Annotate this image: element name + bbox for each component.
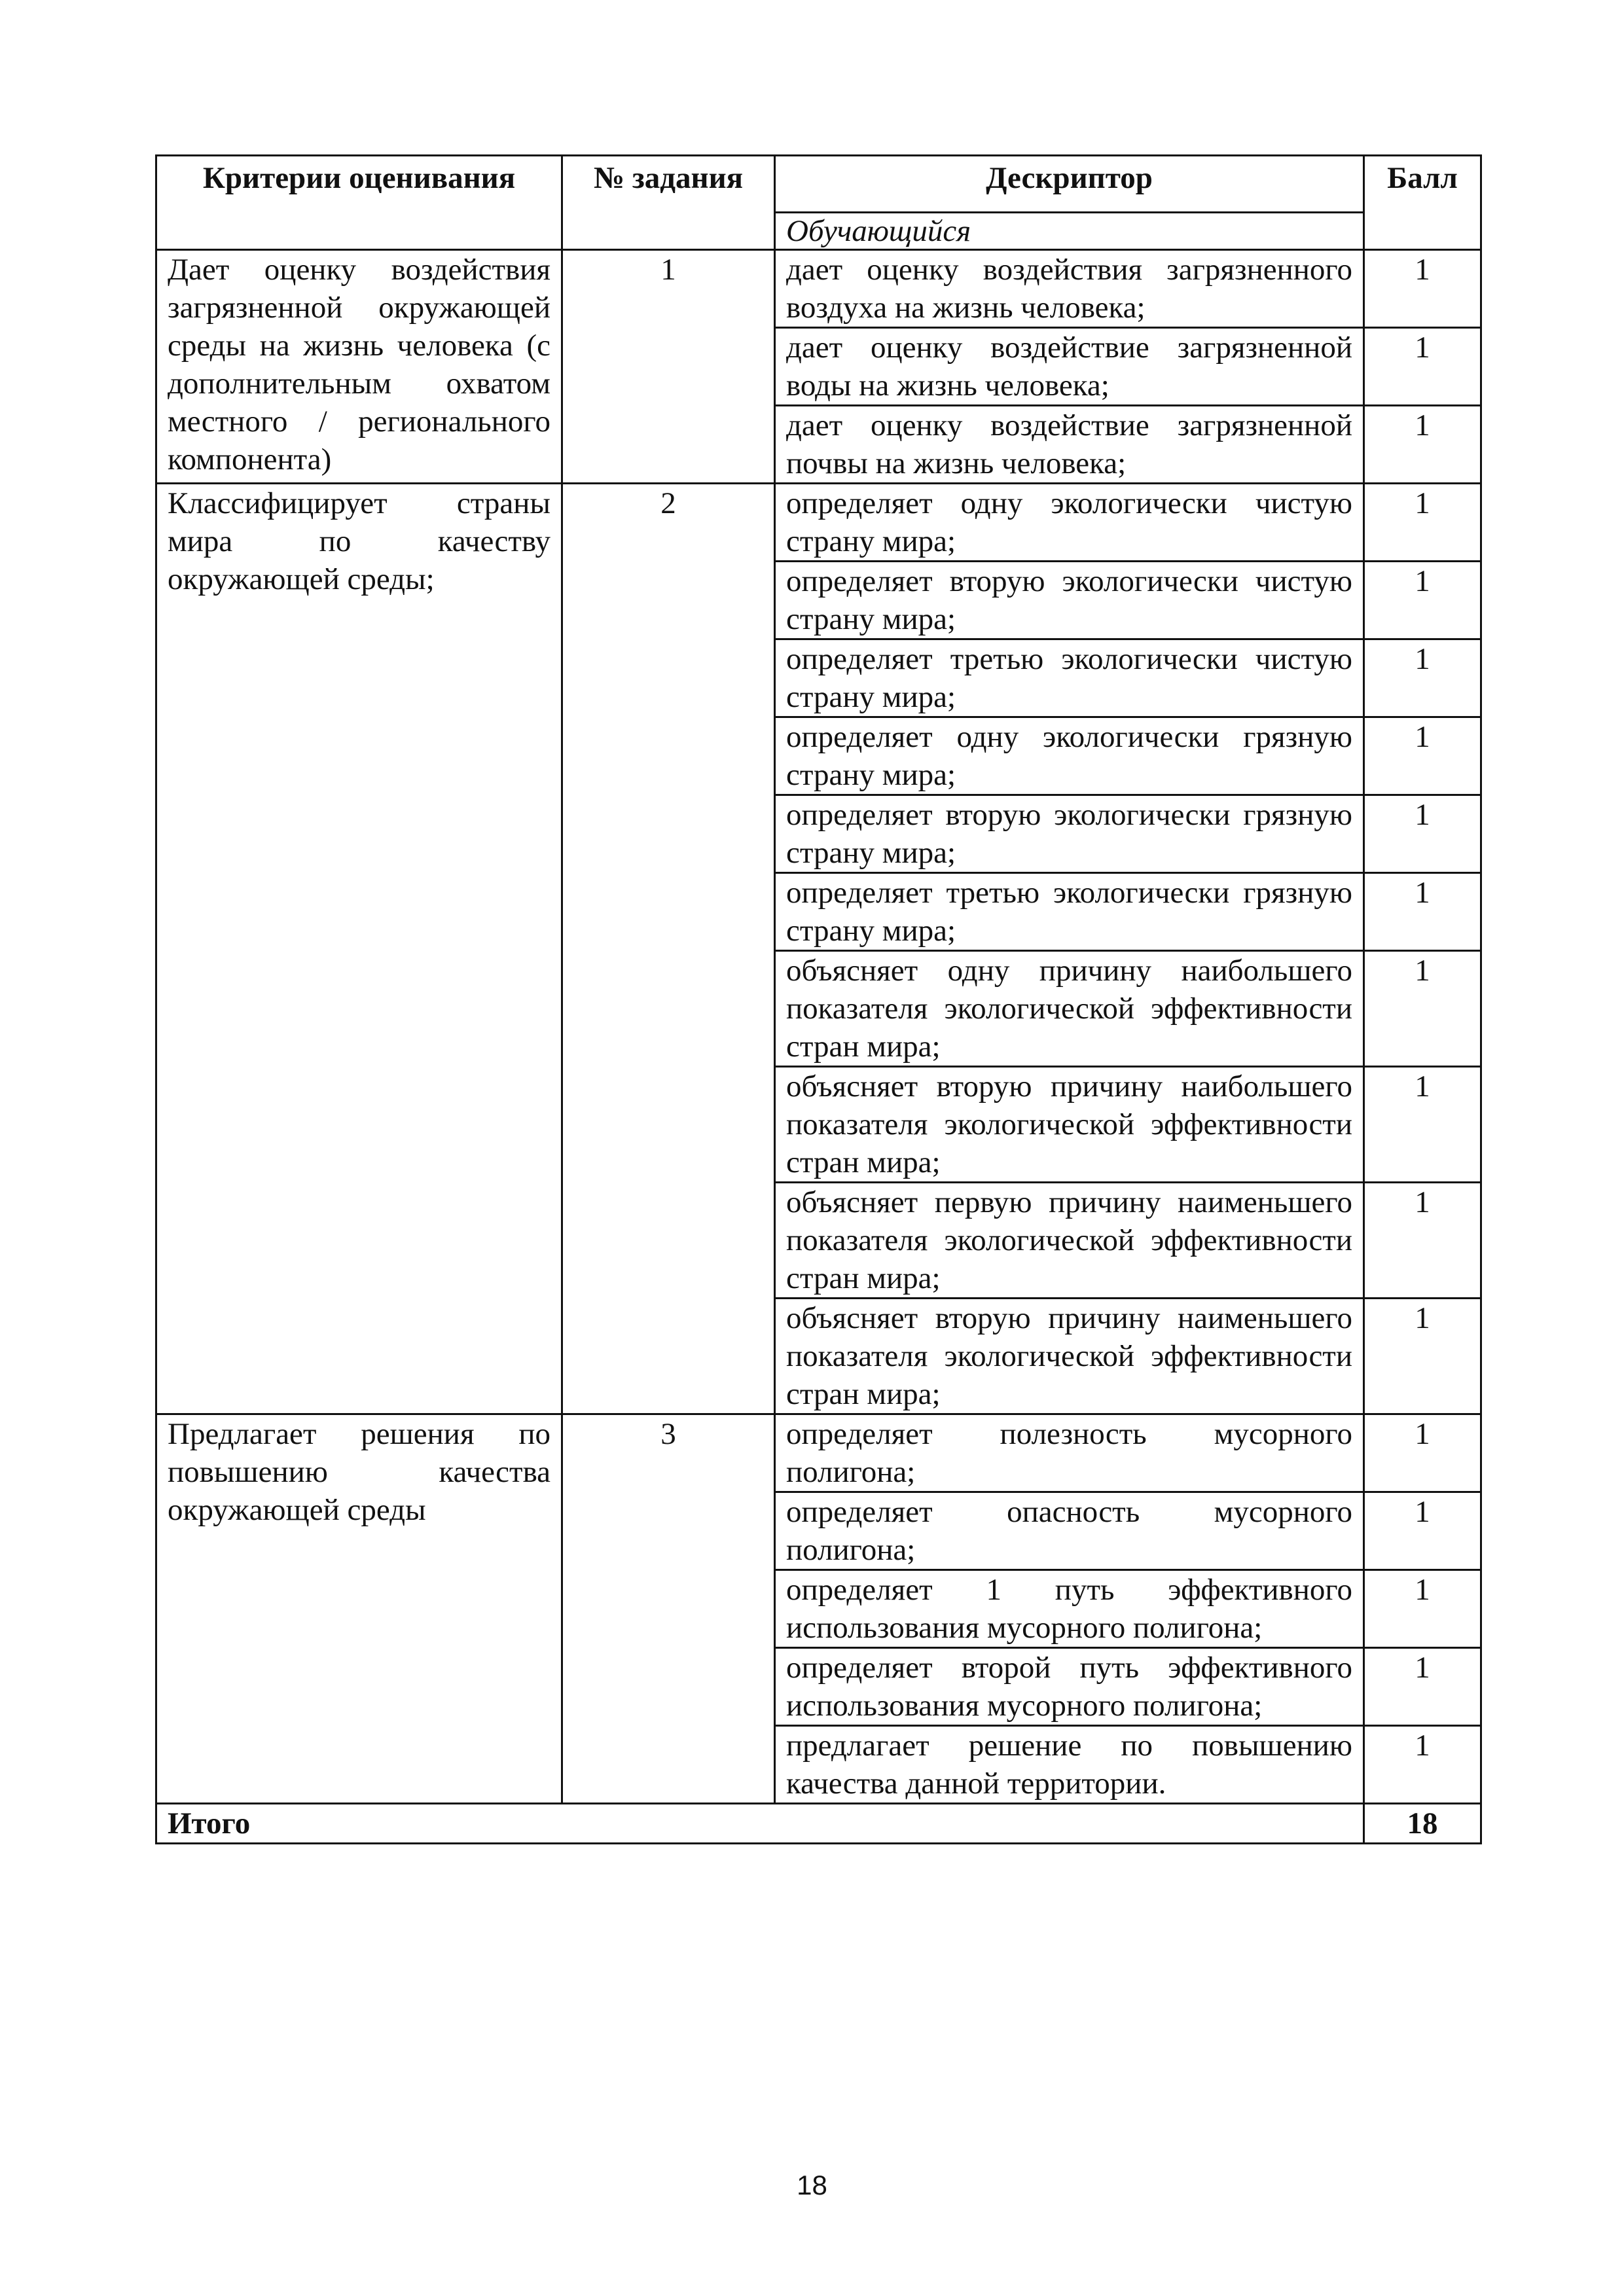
descriptor-cell: определяет вторую экологически грязную страну мира; (775, 795, 1364, 873)
page-number: 18 (797, 2170, 827, 2200)
table-row (156, 484, 1481, 562)
descriptor-cell: предлагает решение по повышению качества данной территории. (775, 1726, 1364, 1804)
points-cell: 1 (1364, 328, 1481, 406)
header-points: Балл (1364, 156, 1481, 250)
points-cell: 1 (1364, 1726, 1481, 1804)
criterion-cell: Классифицирует страны мира по качеству окружающей среды; (156, 484, 562, 1414)
header-task-number: № задания (562, 156, 775, 250)
descriptor-cell: дает оценку воздействия загрязненного воздуха на жизнь человека; (775, 250, 1364, 328)
points-cell: 1 (1364, 717, 1481, 795)
total-label: Итого (156, 1804, 1364, 1844)
points-cell: 1 (1364, 873, 1481, 951)
descriptor-cell: объясняет первую причину наименьшего показателя экологической эффективности стран мира; (775, 1183, 1364, 1299)
points-cell: 1 (1364, 951, 1481, 1067)
points-cell: 1 (1364, 1414, 1481, 1492)
criterion-cell: Дает оценку воздействия загрязненной окружающей среды на жизнь человека (с дополнительным охватом местного / регионального компонента) (156, 250, 562, 484)
points-cell: 1 (1364, 406, 1481, 484)
task-number-cell: 2 (562, 484, 775, 1414)
points-cell: 1 (1364, 795, 1481, 873)
points-cell: 1 (1364, 1299, 1481, 1414)
points-cell: 1 (1364, 1492, 1481, 1570)
points-cell: 1 (1364, 562, 1481, 639)
descriptor-cell: определяет вторую экологически чистую страну мира; (775, 562, 1364, 639)
descriptor-cell: определяет третью экологически чистую страну мира; (775, 639, 1364, 717)
total-row (156, 1804, 1481, 1844)
descriptor-cell: определяет второй путь эффективного использования мусорного полигона; (775, 1648, 1364, 1726)
descriptor-subheader: Обучающийся (775, 213, 1364, 250)
criterion-cell: Предлагает решения по повышению качества окружающей среды (156, 1414, 562, 1804)
descriptor-cell: дает оценку воздействие загрязненной почвы на жизнь человека; (775, 406, 1364, 484)
descriptor-cell: объясняет вторую причину наименьшего показателя экологической эффективности стран мира; (775, 1299, 1364, 1414)
header-criteria: Критерии оценивания (156, 156, 562, 250)
total-points: 18 (1364, 1804, 1481, 1844)
header-descriptor: Дескриптор (775, 156, 1364, 213)
table-row (156, 250, 1481, 328)
descriptor-cell: определяет третью экологически грязную страну мира; (775, 873, 1364, 951)
descriptor-cell: определяет одну экологически чистую страну мира; (775, 484, 1364, 562)
points-cell: 1 (1364, 1183, 1481, 1299)
points-cell: 1 (1364, 250, 1481, 328)
descriptor-cell: определяет полезность мусорного полигона; (775, 1414, 1364, 1492)
points-cell: 1 (1364, 1648, 1481, 1726)
descriptor-cell: объясняет вторую причину наибольшего показателя экологической эффективности стран мира; (775, 1067, 1364, 1183)
table-header-row (156, 156, 1481, 213)
task-number-cell: 3 (562, 1414, 775, 1804)
descriptor-cell: объясняет одну причину наибольшего показателя экологической эффективности стран мира; (775, 951, 1364, 1067)
points-cell: 1 (1364, 1067, 1481, 1183)
points-cell: 1 (1364, 484, 1481, 562)
table-row (156, 1414, 1481, 1492)
task-number-cell: 1 (562, 250, 775, 484)
descriptor-cell: определяет 1 путь эффективного использования мусорного полигона; (775, 1570, 1364, 1648)
descriptor-cell: определяет опасность мусорного полигона; (775, 1492, 1364, 1570)
points-cell: 1 (1364, 639, 1481, 717)
descriptor-cell: определяет одну экологически грязную страну мира; (775, 717, 1364, 795)
descriptor-cell: дает оценку воздействие загрязненной воды на жизнь человека; (775, 328, 1364, 406)
assessment-criteria-table (155, 154, 1482, 1844)
points-cell: 1 (1364, 1570, 1481, 1648)
